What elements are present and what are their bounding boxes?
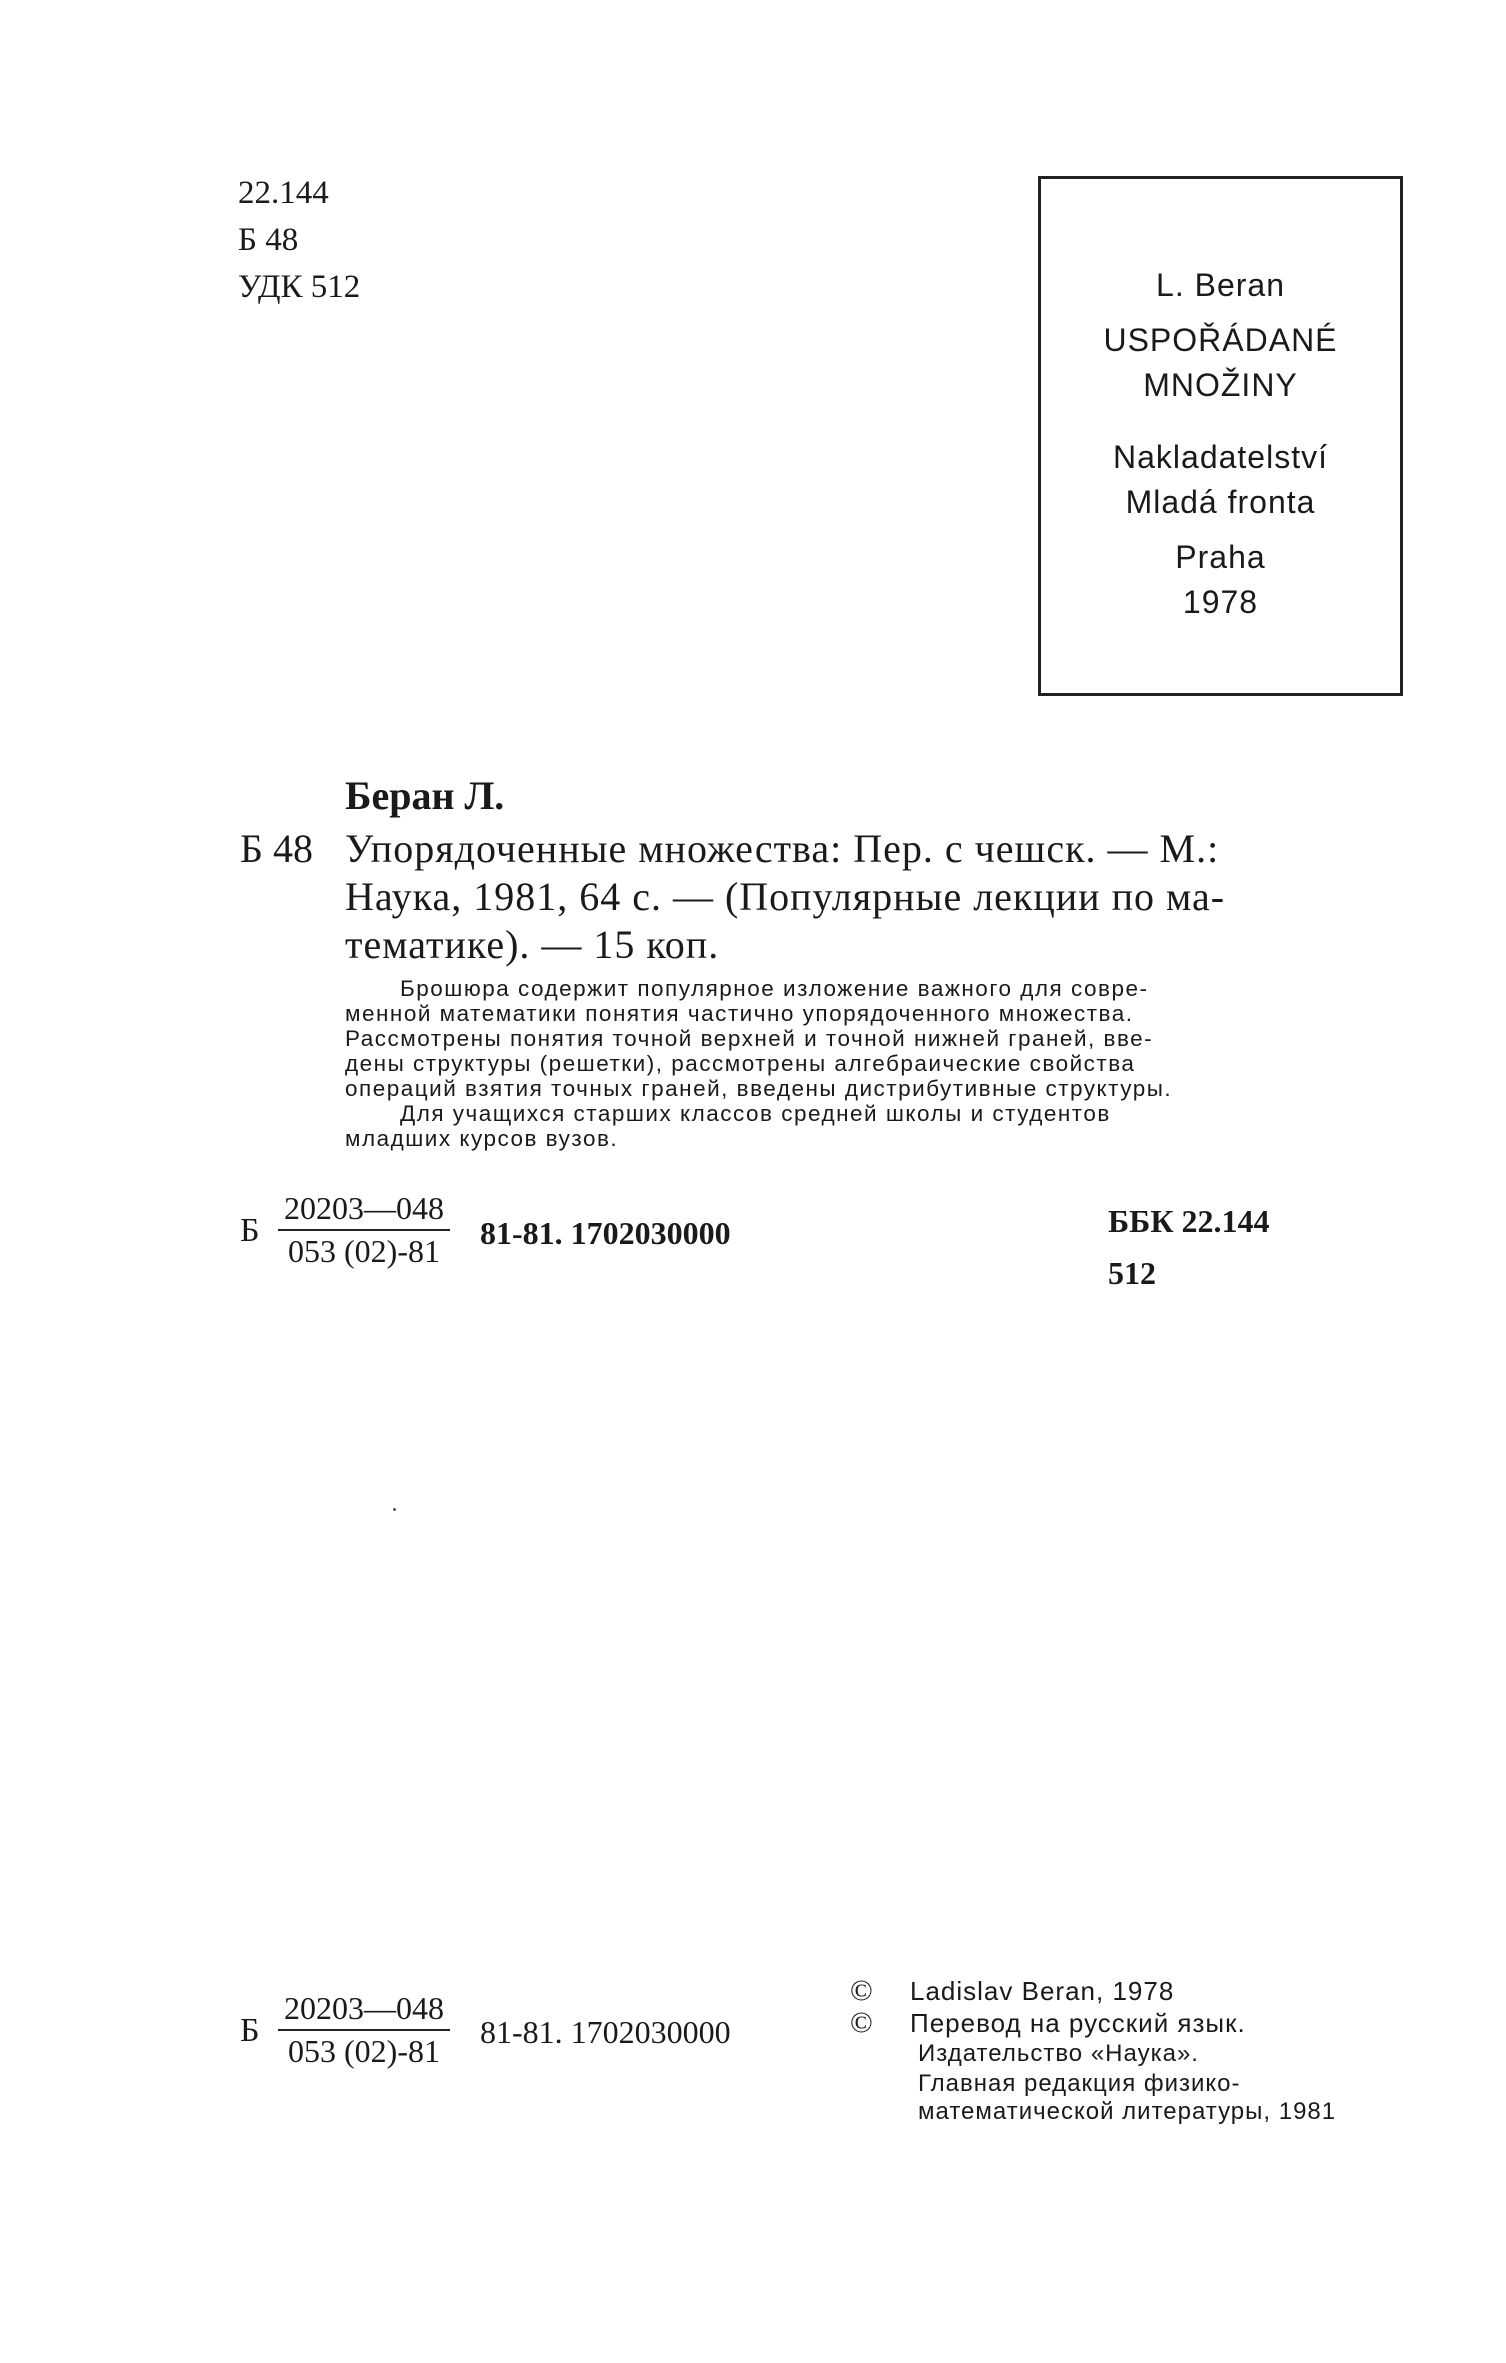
index-bottom-numerator: 20203—048 bbox=[284, 1990, 444, 2026]
bbk-line1: ББК 22.144 bbox=[1108, 1203, 1270, 1239]
original-publisher-line1: Nakladatelství bbox=[1113, 439, 1328, 475]
original-title-line1: USPOŘÁDANÉ bbox=[1103, 322, 1338, 358]
copyright-symbol: © bbox=[850, 1974, 873, 2007]
index-top-numerator: 20203—048 bbox=[284, 1190, 444, 1226]
index-bottom-code: 81-81. 1702030000 bbox=[480, 2014, 731, 2050]
record-line-1: Упорядоченные множества: Пер. с чешск. — М.: bbox=[345, 826, 1220, 871]
original-title-line2: MNOŽINY bbox=[1143, 367, 1298, 403]
original-author: L. Beran bbox=[1156, 267, 1285, 303]
annotation-line: операций взятия точных граней, введены дистрибутивные структуры. bbox=[345, 1076, 1173, 1101]
bbk-line2: 512 bbox=[1108, 1255, 1156, 1291]
original-year: 1978 bbox=[1182, 584, 1259, 620]
annotation-line: Рассмотрены понятия точной верхней и точной нижней граней, вве- bbox=[345, 1026, 1154, 1051]
index-top-fraction bbox=[278, 1190, 450, 1270]
copyright-original bbox=[850, 1974, 1174, 2008]
udc-code: УДК 512 bbox=[238, 269, 361, 305]
annotation-line: дены структуры (решетки), рассмотрены алгебраические свойства bbox=[345, 1051, 1136, 1076]
annotation-line: менной математики понятия частично упорядоченного множества. bbox=[345, 1001, 1134, 1026]
stray-dot bbox=[393, 1508, 396, 1511]
copyright-line2: Перевод на русский язык. bbox=[910, 2008, 1246, 2038]
author-mark: Б 48 bbox=[238, 222, 299, 258]
index-bottom-fraction bbox=[278, 1990, 450, 2070]
original-edition-box bbox=[1038, 176, 1403, 696]
index-bottom-denominator: 053 (02)-81 bbox=[278, 2029, 450, 2070]
bbk-code: 22.144 bbox=[238, 175, 329, 211]
classification-codes bbox=[238, 170, 360, 311]
copyright-line4: Главная редакция физико- bbox=[918, 2070, 1241, 2097]
record-index: Б 48 bbox=[240, 826, 313, 871]
index-top-code: 81-81. 1702030000 bbox=[480, 1215, 731, 1251]
record-line-2: Наука, 1981, 64 с. — (Популярные лекции по ма- bbox=[345, 874, 1226, 919]
record-line-3: тематике). — 15 коп. bbox=[345, 922, 720, 967]
original-city: Praha bbox=[1175, 539, 1266, 575]
original-publisher-line2: Mladá fronta bbox=[1125, 484, 1316, 520]
annotation bbox=[345, 976, 1345, 1151]
copyright-symbol: © bbox=[850, 2006, 873, 2039]
bbk-block bbox=[1108, 1195, 1270, 1299]
index-bottom-letter: Б bbox=[240, 2012, 260, 2049]
copyright-line5: математической литературы, 1981 bbox=[918, 2098, 1337, 2125]
copyright-line1: Ladislav Beran, 1978 bbox=[910, 1976, 1175, 2006]
index-top-letter: Б bbox=[240, 1212, 260, 1249]
annotation-line: младших курсов вузов. bbox=[345, 1126, 619, 1151]
copyright-line3: Издательство «Наука». bbox=[918, 2040, 1199, 2067]
annotation-line: Брошюра содержит популярное изложение важного для совре- bbox=[400, 976, 1149, 1001]
annotation-line: Для учащихся старших классов средней школы и студентов bbox=[400, 1101, 1111, 1126]
record-author: Беран Л. bbox=[345, 773, 505, 818]
index-top-denominator: 053 (02)-81 bbox=[278, 1229, 450, 1270]
copyright-translation bbox=[850, 2006, 1246, 2040]
